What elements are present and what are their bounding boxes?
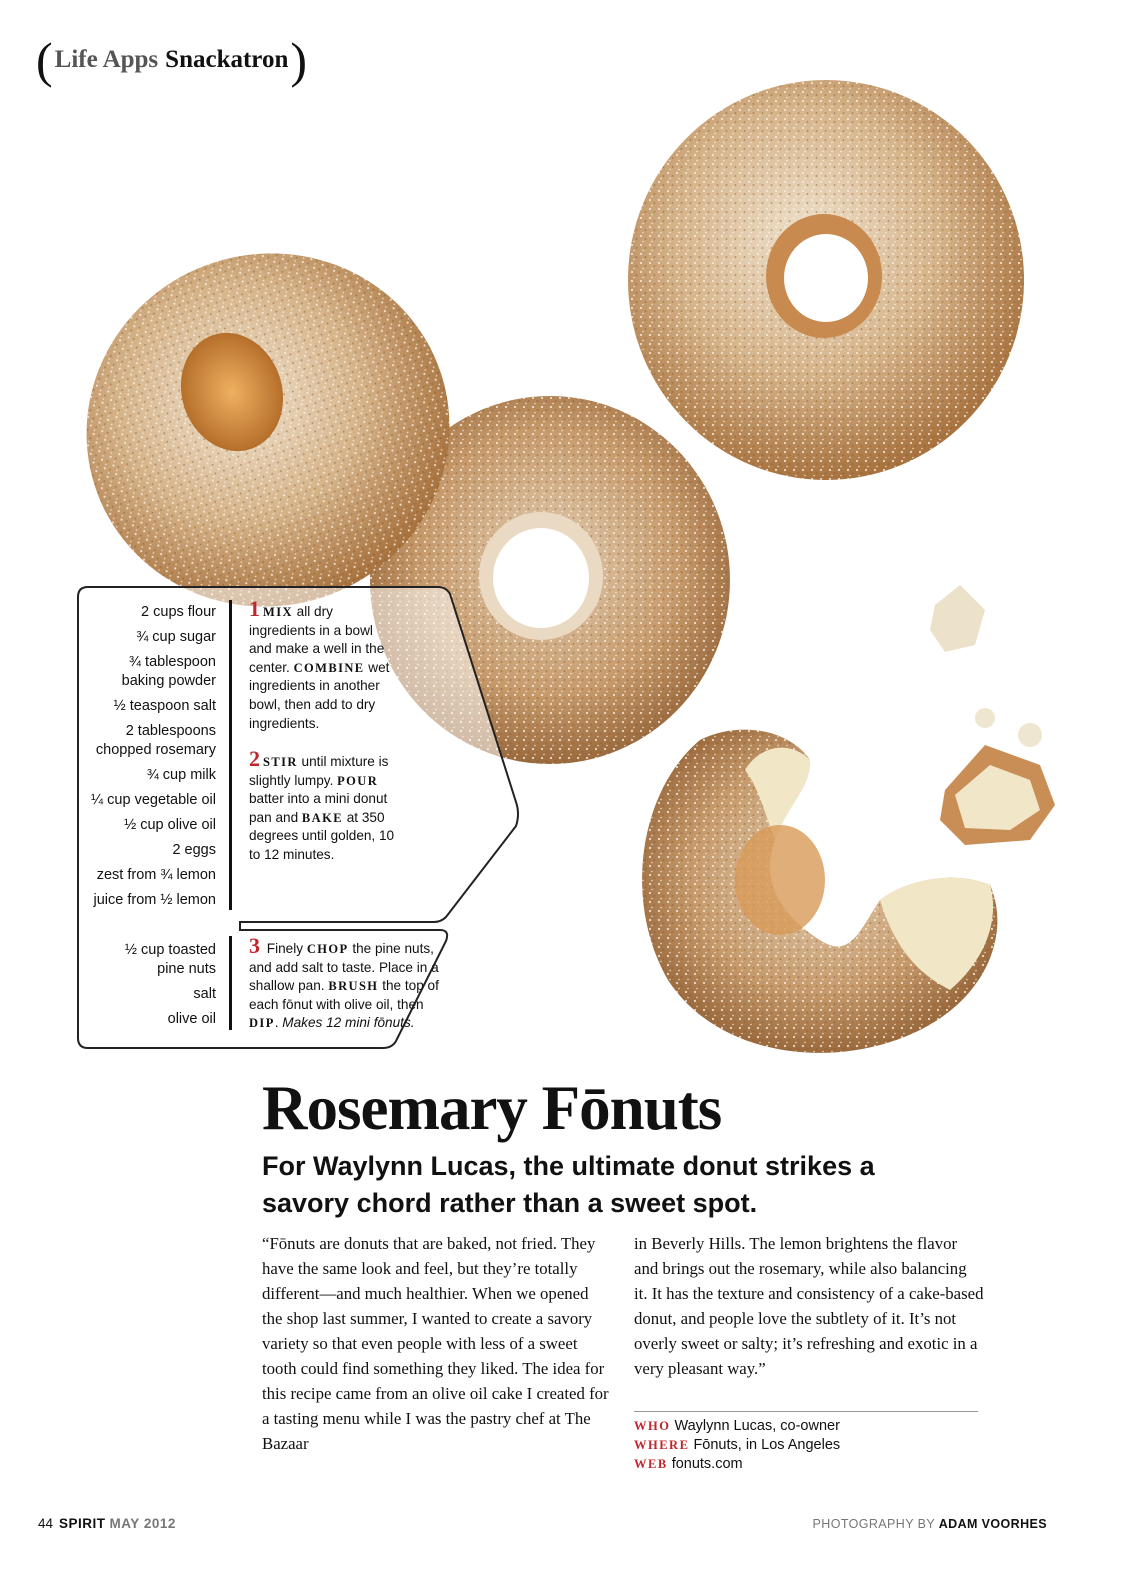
step-keyword: POUR: [337, 773, 379, 788]
ingredient: 2 tablespoons: [125, 723, 216, 739]
step-number: 1: [249, 596, 260, 621]
step-keyword: MIX: [263, 605, 293, 619]
ingredient: juice from ½ lemon: [93, 892, 216, 908]
ingredient-bracket-2: [229, 936, 232, 1030]
ingredient: chopped rosemary: [95, 742, 216, 758]
ingredient: olive oil: [167, 1011, 216, 1027]
page-number: 44: [38, 1516, 54, 1531]
divider: [634, 1411, 978, 1412]
ingredient: 2 eggs: [172, 842, 216, 858]
step-text: Finely: [263, 941, 307, 956]
header-category: Life Apps: [54, 46, 159, 73]
ingredient: pine nuts: [157, 961, 216, 977]
meta-label: WHO: [634, 1419, 671, 1433]
ingredient: ½ cup olive oil: [124, 817, 216, 833]
step-text: batter into a mini donut pan and: [249, 791, 388, 825]
article-subtitle: For Waylynn Lucas, the ultimate donut strikes a savory chord rather than a sweet spot.: [262, 1151, 875, 1218]
step-text: the pine nuts, and add salt to taste. Place in a shallow pan.: [249, 941, 439, 994]
photo-credit: [813, 1517, 1047, 1531]
step-text: .: [274, 1015, 283, 1031]
step-keyword: STIR: [263, 755, 298, 769]
magazine-name: SPIRIT: [59, 1516, 106, 1531]
credit-name: ADAM VOORHES: [938, 1517, 1047, 1531]
page-footer-left: [38, 1516, 176, 1531]
ingredient: ½ cup toasted: [124, 942, 216, 958]
ingredient: zest from ¾ lemon: [96, 867, 216, 883]
meta-value: Fōnuts, in Los Angeles: [693, 1437, 841, 1453]
step-keyword: COMBINE: [293, 660, 365, 675]
meta-web: [634, 1455, 840, 1474]
step-keyword: BRUSH: [328, 979, 379, 994]
step-text: wet ingredients in another bowl, then add to dry ingredients.: [249, 659, 390, 731]
meta-who: [634, 1417, 840, 1436]
ingredient-bracket-1: [229, 600, 232, 910]
step-text: all dry ingredients in a bowl and make a well in the center.: [249, 604, 385, 675]
article-body-col-2: in Beverly Hills. The lemon brightens the flavor and brings out the rosemary, while also balancing it. It has the texture and consistency of a cake-based donut, and people love the subtlety of it. It’s not overly sweet or salty; it’s refreshing and exotic in a very pleasant way.”: [634, 1234, 984, 1378]
article-body-col-1: “Fōnuts are donuts that are baked, not fried. They have the same look and feel, but they’re totally different—and much healthier. When we opened the shop last summer, I wanted to create a savory variety so that even people with less of a sweet tooth could find something they liked. The idea for this recipe came from an olive oil cake I created for a tasting menu while I was the pastry chef at The Bazaar: [262, 1234, 609, 1453]
step-keyword: BAKE: [301, 810, 343, 825]
step-number: 2: [249, 746, 260, 771]
ingredient: ¾ cup sugar: [136, 629, 216, 645]
header-open-bracket: (: [36, 32, 53, 88]
article-meta: [634, 1417, 840, 1474]
ingredient: baking powder: [121, 673, 216, 689]
ingredient: ¾ tablespoon: [128, 654, 216, 670]
step-number: 3: [249, 933, 260, 958]
ingredient: ¾ cup milk: [146, 767, 216, 783]
step-text: at 350 degrees until golden, 10 to 12 minutes.: [249, 809, 395, 862]
meta-value: Waylynn Lucas, co-owner: [674, 1418, 840, 1434]
header-close-bracket: ): [290, 32, 308, 88]
credit-label: PHOTOGRAPHY BY: [812, 1517, 935, 1531]
meta-label: WHERE: [634, 1438, 690, 1452]
meta-label: WEB: [634, 1457, 668, 1471]
ingredient: ½ teaspoon salt: [113, 698, 216, 714]
step-text: the top of each fōnut with olive oil, then: [249, 978, 439, 1012]
ingredient: salt: [193, 986, 216, 1002]
step-keyword: DIP: [249, 1016, 275, 1031]
step-text: until mixture is slightly lumpy.: [249, 754, 389, 788]
step-yield: Makes 12 mini fōnuts.: [282, 1015, 415, 1031]
header-section: Snackatron: [165, 46, 289, 73]
ingredients-list: [80, 0, 216, 1575]
step-keyword: CHOP: [306, 942, 349, 956]
meta-where: [634, 1436, 840, 1455]
issue-date: MAY 2012: [109, 1516, 176, 1531]
ingredient: 2 cups flour: [141, 604, 216, 620]
article-title: Rosemary Fōnuts: [262, 1073, 722, 1143]
recipe-step-1: [249, 596, 399, 733]
recipe-step-3: [249, 933, 445, 1033]
meta-web-link[interactable]: fonuts.com: [671, 1456, 743, 1472]
ingredient: ¼ cup vegetable oil: [91, 792, 216, 808]
recipe-step-2: [249, 746, 401, 865]
